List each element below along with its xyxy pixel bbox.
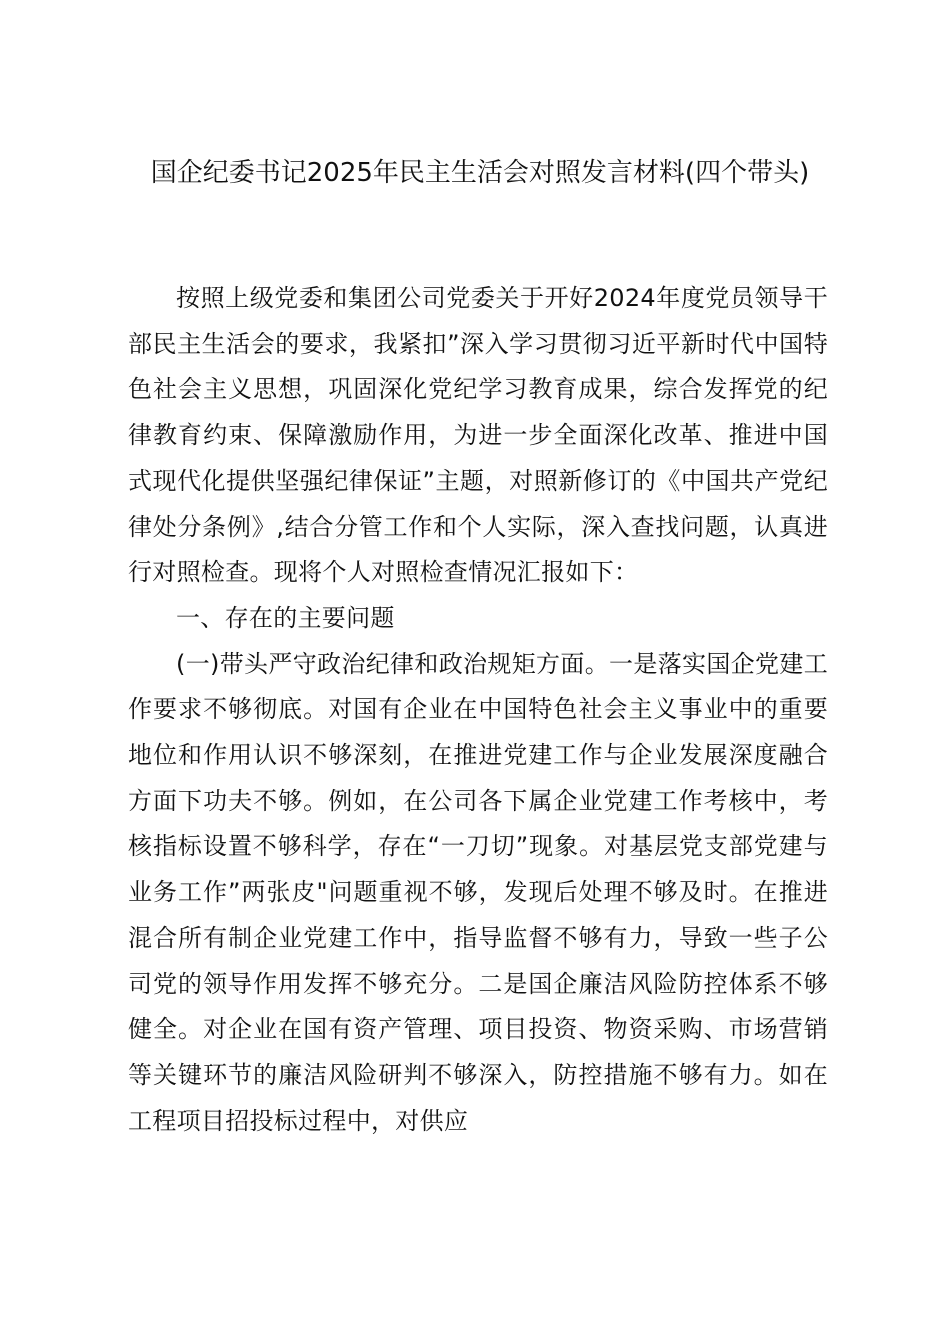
section-heading: 一、存在的主要问题 [176,603,395,632]
intro-paragraph: 按照上级党委和集团公司党委关于开好2024年度党员领导干部民主生活会的要求，我紧扣”深入学习贯彻习近平新时代中国特色社会主义思想，巩固深化党纪学习教育成果，综合发挥党的纪律教育约束、保障激励作用，为进一步全面深化改革、推进中国式现代化提供坚强纪律保证”主题，对照新修订的《中国共产党纪律处分条例》,结合分管工作和个人实际，深入查找问题，认真进行对照检查。现将个人对照检查情况汇报如下： [128,284,828,587]
document-title: 国企纪委书记2025年民主生活会对照发言材料(四个带头) [150,158,810,188]
body-paragraph: (一)带头严守政治纪律和政治规矩方面。一是落实国企党建工作要求不够彻底。对国有企业在中国特色社会主义事业中的重要地位和作用认识不够深刻，在推进党建工作与企业发展深度融合方面下功夫不够。例如，在公司各下属企业党建工作考核中，考核指标设置不够科学，存在“一刀切”现象。对基层党支部党建与业务工作”两张皮"问题重视不够，发现后处理不够及时。在推进混合所有制企业党建工作中，指导监督不够有力，导致一些子公司党的领导作用发挥不够充分。二是国企廉洁风险防控体系不够健全。对企业在国有资产管理、项目投资、物资采购、市场营销等关键环节的廉洁风险研判不够深入，防控措施不够有力。如在工程项目招投标过程中，对供应 [128,649,828,1135]
document-body [128,276,828,1144]
